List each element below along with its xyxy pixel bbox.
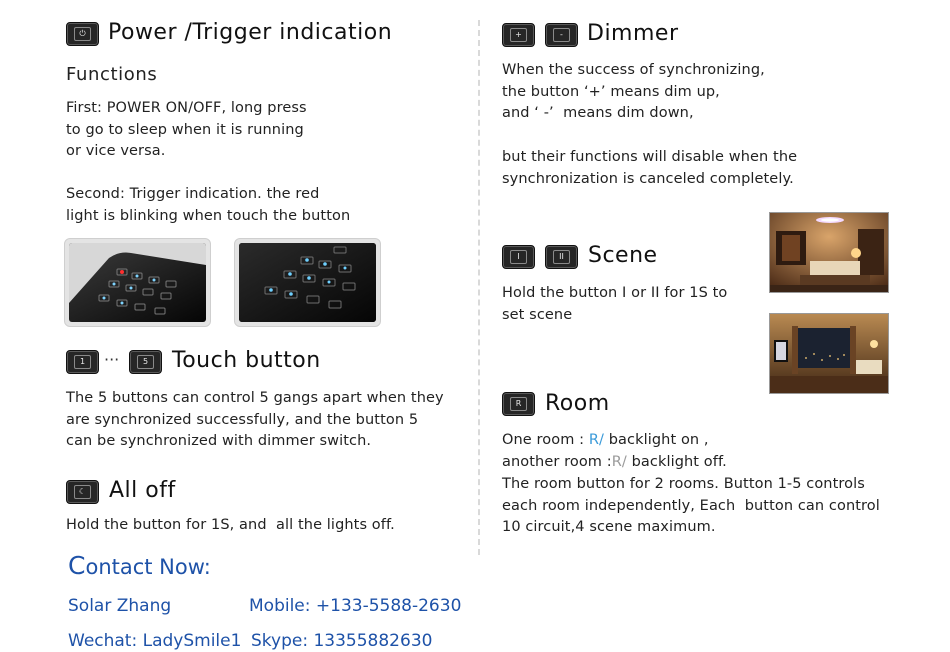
power-key-icon: ⏻ bbox=[66, 22, 99, 46]
room-photo-evening bbox=[769, 212, 889, 293]
keypad-blue-illustration bbox=[239, 243, 376, 322]
moon-key-icon: ☾ bbox=[66, 480, 99, 504]
alloff-body: Hold the button for 1S, and all the lights off. bbox=[66, 517, 395, 533]
bedroom-illustration bbox=[770, 314, 888, 393]
contact-name: Solar Zhang bbox=[68, 596, 172, 616]
minus-key-icon: - bbox=[545, 23, 578, 47]
scene-1-key-icon: I bbox=[502, 245, 535, 269]
column-divider bbox=[478, 20, 480, 555]
backlight-on-symbol: R/ bbox=[588, 432, 605, 448]
keypad-red-illustration bbox=[69, 243, 206, 322]
plus-key-icon: + bbox=[502, 23, 535, 47]
keypad-photo-red-light bbox=[64, 238, 211, 327]
dimmer-body-first: When the success of synchronizing, the button ‘+’ means dim up, and ‘ -’ means dim down, bbox=[502, 62, 765, 121]
living-room-illustration bbox=[770, 213, 888, 292]
room-key-icon: R bbox=[502, 392, 535, 416]
room-photo-night bbox=[769, 313, 889, 394]
ellipsis-dots: ··· bbox=[104, 350, 120, 369]
room-line-one: One room : R/ backlight on , bbox=[502, 432, 709, 448]
contact-mobile: Mobile: +133-5588-2630 bbox=[249, 596, 462, 616]
room-title: Room bbox=[545, 391, 610, 416]
touch-body: The 5 buttons can control 5 gangs apart when they are synchronized successfully, and the button 5 can be synchronized with dimmer switch. bbox=[66, 390, 444, 449]
power-body-second: Second: Trigger indication. the red light is blinking when touch the button bbox=[66, 186, 351, 224]
room-line-two: another room :R/ backlight off. bbox=[502, 454, 727, 470]
room-body: The room button for 2 rooms. Button 1-5 controls each room independently, Each button can control 10 circuit,4 scene maximum. bbox=[502, 476, 880, 535]
power-body-first: First: POWER ON/OFF, long press to go to sleep when it is running or vice versa. bbox=[66, 100, 307, 159]
dimmer-title: Dimmer bbox=[587, 21, 679, 46]
scene-2-key-icon: II bbox=[545, 245, 578, 269]
contact-skype: Skype: 13355882630 bbox=[251, 631, 433, 651]
dimmer-body-second: but their functions will disable when the synchronization is canceled completely. bbox=[502, 149, 798, 187]
alloff-title: All off bbox=[109, 478, 176, 503]
keypad-photo-blue-light bbox=[234, 238, 381, 327]
contact-title: Contact Now: bbox=[68, 551, 211, 580]
scene-body: Hold the button I or II for 1S to set scene bbox=[502, 285, 728, 323]
contact-wechat: Wechat: LadySmile1 bbox=[68, 631, 242, 651]
functions-label: Functions bbox=[66, 64, 158, 85]
key-1-icon: 1 bbox=[66, 350, 99, 374]
power-title: Power /Trigger indication bbox=[108, 20, 393, 45]
scene-title: Scene bbox=[588, 243, 658, 268]
touch-title: Touch button bbox=[172, 348, 321, 373]
backlight-off-symbol: R/ bbox=[611, 454, 627, 470]
key-5-icon: 5 bbox=[129, 350, 162, 374]
